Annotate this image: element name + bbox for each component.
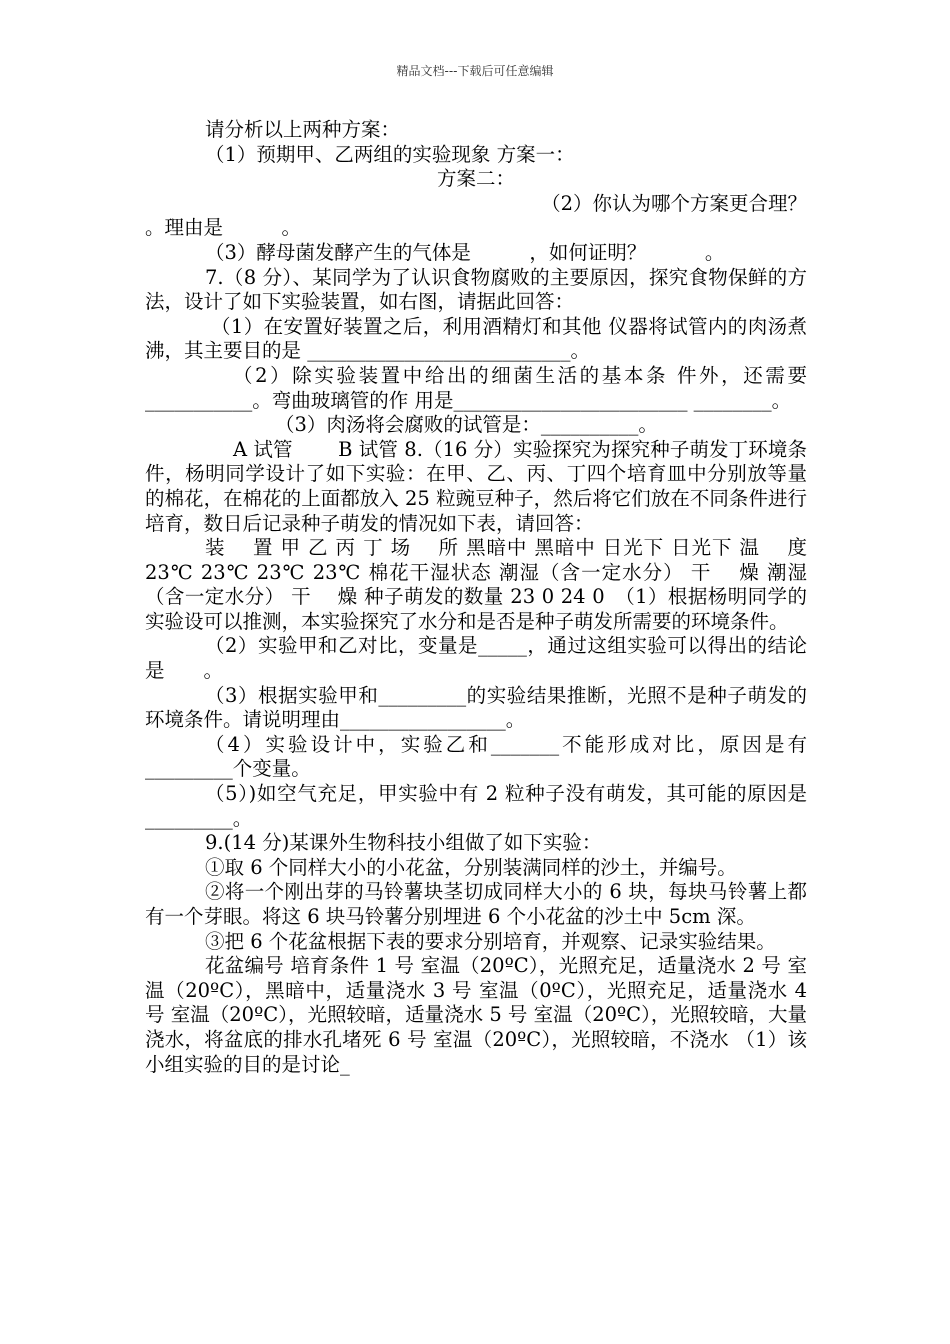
paragraph: （2）除实验装置中给出的细菌生活的基本条 件外，还需要___________。弯曲玻璃管的作 用是________________________ ________。 bbox=[145, 363, 807, 412]
paragraph: ②将一个刚出芽的马铃薯块茎切成同样大小的 6 块，每块马铃薯上都有一个芽眼。将这 6 块马铃薯分别埋进 6 个小花盆的沙土中 5cm 深。 bbox=[145, 880, 807, 928]
paragraph: （3）根据实验甲和_________的实验结果推断，光照不是种子萌发的环境条件。请说明理由_________________。 bbox=[145, 683, 807, 732]
paragraph: 。理由是 。 bbox=[145, 216, 302, 240]
paragraph: ③把 6 个花盆根据下表的要求分别培育，并观察、记录实验结果。 bbox=[205, 929, 776, 953]
paragraph: （3）肉汤将会腐败的试管是：__________。 bbox=[275, 413, 658, 437]
paragraph: （1）在安置好装置之后，利用酒精灯和其他 仪器将试管内的肉汤煮沸，其主要目的是 ___________________________。 bbox=[145, 314, 807, 363]
paragraph: ①取 6 个同样大小的小花盆，分别装满同样的沙土，并编号。 bbox=[205, 855, 737, 879]
table-text: 装 置 甲 乙 丙 丁 场 所 黑暗中 黑暗中 日光下 日光下 温 度 23℃ 23℃ 23℃ 23℃ 棉花干湿状态 潮湿（含一定水分） 干 燥 潮湿（含一定水分） 干 燥 种子萌发的数量 23 0 24 0 （1）根据杨明同学的实验设可以推测，本实验探究了水分和是否是种子萌发所需要的环境条件。 bbox=[145, 536, 807, 633]
question-7: 7.（8 分）、某同学为了认识食物腐败的主要原因，探究食物保鲜的方法，设计了如下实验装置，如右图，请据此回答： bbox=[145, 265, 807, 314]
paragraph: （2）你认为哪个方案更合理？ bbox=[541, 191, 807, 215]
paragraph: （5）)如空气充足，甲实验中有 2 粒种子没有萌发，其可能的原因是_________。 bbox=[145, 782, 807, 830]
paragraph: 请分析以上两种方案： bbox=[205, 118, 401, 141]
paragraph: （1）预期甲、乙两组的实验现象 方案一： bbox=[205, 142, 575, 166]
page-header: 精品文档---下载后可任意编辑 bbox=[396, 64, 554, 78]
question-8: A 试管 B 试管 8.（16 分）实验探究为探究种子萌发丁环境条件，杨明同学设计了如下实验：在甲、乙、丙、丁四个培育皿中分别放等量的棉花，在棉花的上面都放入 25 粒豌豆种子，然后将它们放在不同条件进行培育，数日后记录种子萌发的情况如下表，请回答： bbox=[145, 437, 807, 535]
paragraph: （2）实验甲和乙对比，变量是_____，通过这组实验可以得出的结论是 。 bbox=[145, 634, 807, 683]
table-text: 花盆编号 培育条件 1 号 室温（20ºC），光照充足，适量浇水 2 号 室温（20ºC），黑暗中，适量浇水 3 号 室温（0ºC），光照充足，适量浇水 4 号 室温（20ºC），光照较暗，适量浇水 5 号 室温（20ºC），光照较暗，大量浇水，将盆底的排水孔堵死 6 号 室温（20ºC），光照较暗，不浇水 （1）该小组实验的目的是讨论_ bbox=[145, 954, 807, 1076]
document-body bbox=[145, 118, 807, 1077]
paragraph: 方案二： bbox=[436, 167, 515, 191]
paragraph: （4）实验设计中，实验乙和_______不能形成对比，原因是有_________个变量。 bbox=[145, 732, 807, 781]
paragraph: （3）酵母菌发酵产生的气体是 ，如何证明？ 。 bbox=[205, 240, 725, 264]
question-9: 9.(14 分)某课外生物科技小组做了如下实验： bbox=[205, 831, 602, 855]
